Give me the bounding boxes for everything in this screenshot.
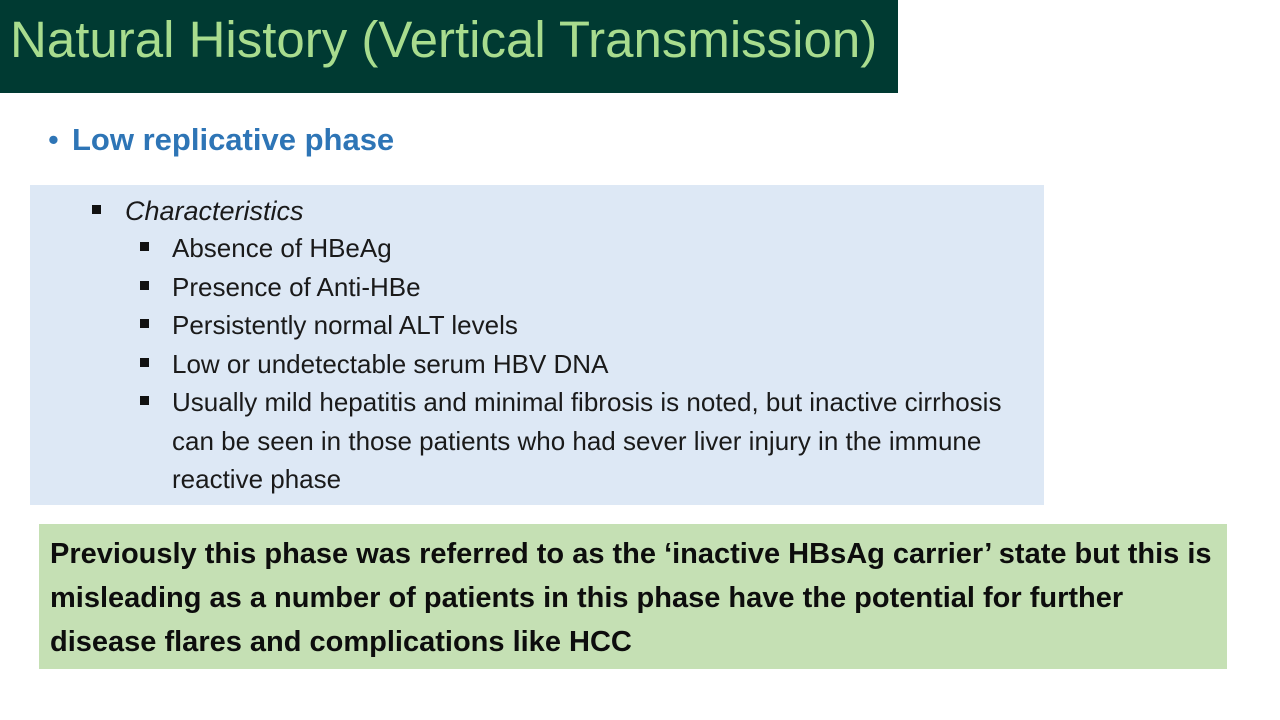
list-item-text: Low or undetectable serum HBV DNA [172, 348, 609, 379]
phase-heading: Low replicative phase [72, 122, 395, 157]
square-bullet-icon [140, 358, 149, 367]
characteristics-heading: Characteristics [125, 196, 304, 226]
list-item [140, 345, 1020, 384]
round-bullet-icon: • [48, 122, 59, 157]
list-item-text: Usually mild hepatitis and minimal fibrosis is noted, but inactive cirrhosis can be seen in those patients who had sever liver injury in the immune reactive phase [172, 387, 1002, 494]
square-bullet-icon [140, 396, 149, 405]
list-item-text: Persistently normal ALT levels [172, 310, 518, 340]
slide-title: Natural History (Vertical Transmission) [10, 11, 878, 68]
characteristics-heading-item [92, 196, 304, 227]
square-bullet-icon [92, 205, 101, 214]
square-bullet-icon [140, 281, 149, 290]
list-item-text: Presence of Anti-HBe [172, 271, 421, 302]
characteristics-list [140, 229, 1020, 499]
list-item [140, 306, 1020, 345]
list-item [140, 383, 1020, 499]
square-bullet-icon [140, 319, 149, 328]
note-text: Previously this phase was referred to as the ‘inactive HBsAg carrier’ state but this is misleading as a number of patients in this phase have the potential for further disease flares and complications like HCC [50, 538, 1212, 658]
phase-heading-item [48, 122, 394, 158]
square-bullet-icon [140, 242, 149, 251]
list-item [140, 268, 1020, 307]
title-bar [0, 0, 898, 93]
list-item [140, 229, 1020, 268]
list-item-text: Absence of HBeAg [172, 233, 392, 263]
